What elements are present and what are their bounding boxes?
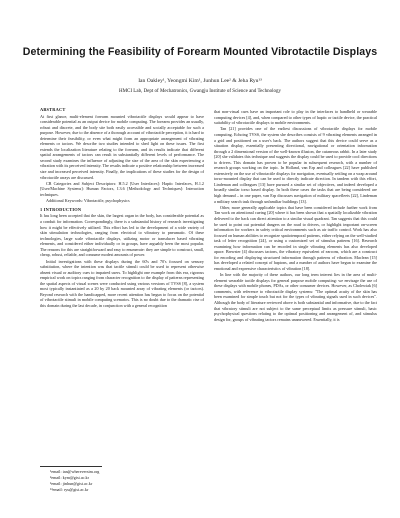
body-paragraph: Other, more generally applicable topics that have been considered include further work from Tan work on attentional cueing [20] where it has been shown that a spatially localizable vibration delivered to the back can direct attention to a similar visual quadrant. Tan suggests that this could be used to point out potential dangers on the road to drivers, or highlight important on-screen information for workers in safety critical environments such as air traffic control. Work has also focused on human abilities to recognize spatiotemporal patterns, either relying on the well-studied task of letter recognition [24], or using a customized set of stimulus patterns [16]. Research examining how information can be encoded in single vibrating elements has also developed apace. Brewster [4] discusses tactons, the vibratory equivalent of earcons, which are a construct for encoding and displaying structured information through patterns of vibration. Maclean [15] has developed a related concept of haptons, and a number of authors have begun to examine the emotional and expressive characteristics of vibration [18]. xyxy=(214,204,377,271)
abstract-paragraph: At first glance, multi-element forearm mounted vibrotactile displays would appear to have considerable potential as an output device for mobile computing. The forearm provides an usually, robust and discrete, and the body site both easily accessible and socially acceptable for such a purpose. However, due to the absence of a thorough account of vibrotactile perception, it is hard to determine their feasibility, or even what might form an appropriate arrangement of vibrating elements or tactors. We describe two studies intended to shed light on these issues. The first extends the localization literature relating to the forearm, and its results indicate that different spatial arrangements of tactors can result in substantially different levels of performance. The second study examines the influence of adjusting the size of the area of the skin experiencing a vibration with its perceived intensity. The results indicate a positive relationship between increased size and increased perceived intensity. Finally, the implications of these studies for the design of vibrotactile arrays are discussed. xyxy=(40,113,204,180)
author-list: Ian Oakley¹, Yeongmi Kim¹, Junhun Lee² & Jeha Ryu¹³ xyxy=(138,78,262,84)
right-column xyxy=(214,109,377,323)
footnotes xyxy=(40,466,204,493)
abstract-heading: ABSTRACT xyxy=(40,107,66,112)
intro-paragraph: Initial investigations with these displays during the 60's and 70's focused on sensory substitution, where the intention was that tactile stimuli could be used to represent otherwise absent visual or auditory cues to impaired users. To highlight one example from this era, rigorous empirical work on topics ranging from character recognition to the display of patterns representing the spatial aspects of visual scenes were conducted using various versions of TVSS [8], a system most typically instantiated as a 20 by 20 back mounted array of vibrating elements (or tactors). Beyond research with the handicapped, more recent attention has begun to focus on the potential of vibrotactile stimuli in mobile computing scenarios. This is no doubt due to the dramatic rise of this domain during the last decade, in conjunction with a general recognition xyxy=(40,258,204,308)
affiliation: HMCI Lab, Dept of Mechatronics, Gwangju Institute of Science and Technology xyxy=(118,89,282,94)
body-paragraph: In line with the majority of these authors, our long term interest lies in the area of multi-element wearable tactile displays for general purpose mobile computing: we envisage the use of these displays with mobile phones, PDAs, or other consumer devices. However, as Cholewiak [6] comments, with reference to vibrotactile display systems: "The optimal acuity of the skin has been examined for simple touch but not for the types of vibrating signals used in such devices". Although the body of literature reviewed above is both substantial and informative, due to the fact that vibratory stimuli are not subject to the same perceptual limits as pressure stimuli, basic psychophysical questions relating to the optimal positioning and arrangement of, and stimulus design for, groups of vibrating tactors remains unanswered. Essentially, it is xyxy=(214,272,377,322)
body-paragraph: Tan [21] provides one of the earliest discussions of vibrotactile displays for mobile computing. Echoing TVSS, the system she describes consists of 9 vibrating elements arranged in a grid and positioned on a user's back. The authors suggest that this device could serve as a situation display, essentially presenting directional, navigational or orientation information through a 2 dimensional version of the well-known illusion, the cutaneous rabbit. In a later study [20] she validates this technique and suggests the display could be used to provide cool directions to drivers. This domain has proven to be popular in subsequent research, with a number of research groups working on the topic. In Holland, van Erp and colleagues [22] have published extensively on the use of vibrotactile displays for navigation, eventually settling on a wrap around torso-mounted display that can be used to directly indicate direction. In tandem with this effort, Lindeman and colleagues [13] have pursued a similar set of objectives, and indeed developed a broadly similar torso based display. In both these cases the tasks that are being considered are high demand – in one paper, van Erp discusses navigation of military spacefleets [22], Lindeman a military search task through unfamiliar buildings [13]. xyxy=(214,126,377,204)
section-heading-introduction: 1 INTRODUCTION xyxy=(40,206,82,212)
footnote-email: ²email: kym@gist.ac.kr xyxy=(50,475,89,481)
paper-title: Determining the Feasibility of Forearm Mounted Vibrotactile Displays xyxy=(22,46,378,58)
footnote-email: ¹³email: ryu@gist.ac.kr xyxy=(50,487,89,493)
footnote-email: ¹email: ian@whereversim.org xyxy=(50,469,100,474)
footnote-email: ³email: jinhun@gist.ac.kr xyxy=(50,481,93,487)
left-column xyxy=(40,107,204,309)
body-paragraph: that non-visual cues have an important role to play in the interfaces to handheld or wearable computing devices [4], and, when compared to other types of haptic or tactile device, the practical suitability of vibrotactile displays to mobile environments. xyxy=(214,109,377,126)
footnote-rule xyxy=(40,466,102,467)
intro-paragraph: It has long been accepted that the skin, the largest organ in the body, has considerable potential as a conduit for information. Correspondingly, there is a substantial history of research investigating how it might be effectively utilized. This effort has led to the development of a wide variety of skin stimulation technologies, ranging from electrical to vibratory to pneumatic. Of these technologies, large scale vibrotactile displays, utilizing motor or transducer based vibrating elements, and considered either individually or in groups, have arguably been the most popular. The reasons for this are straightforward and easy to enumerate: they are simple to construct, small, cheap, robust, reliable, and consume modest amounts of power. xyxy=(40,213,204,258)
abstract-keywords: Additional Keywords: Vibrotactile, psychophysics xyxy=(46,198,130,204)
abstract-categories: CR Categories and Subject Descriptors: H.5.2 [User Interfaces]: Haptic Interfaces, H.1.2 [User/Machine Systems]: Human Factors, I.3.6 [Methodology and Techniques]: Interaction techniques. xyxy=(40,180,204,197)
